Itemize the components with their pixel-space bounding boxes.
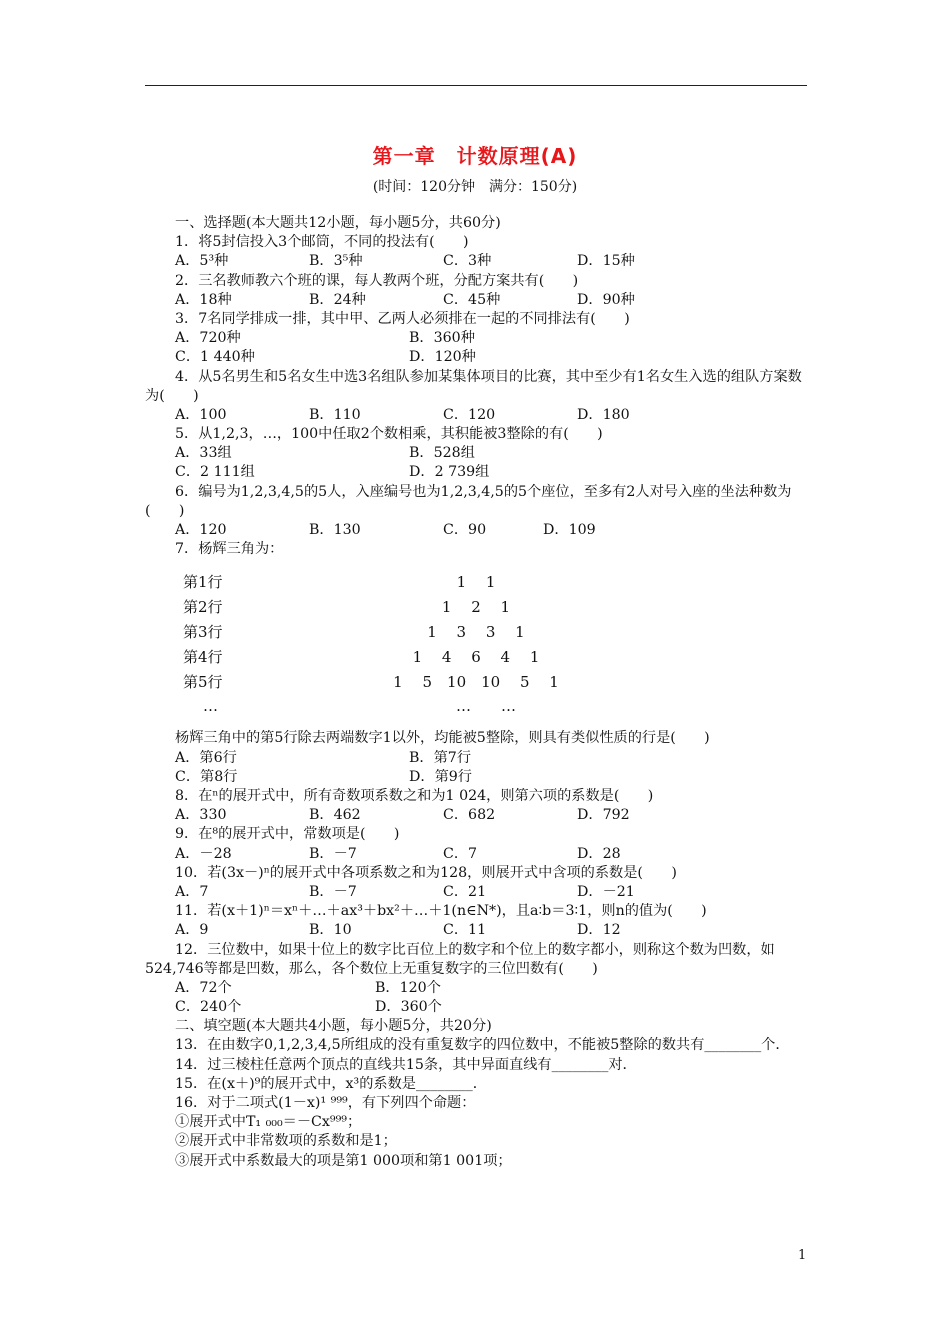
option-a: A．第6行 (175, 749, 237, 766)
page-number: 1 (798, 1248, 807, 1263)
proposition-3: ③展开式中系数最大的项是第1 000项和第1 001项； (175, 1152, 512, 1169)
option-b: B．3⁵种 (309, 253, 363, 270)
question-7-options-row2 (145, 768, 807, 787)
option-c: C．682 (443, 807, 496, 824)
question-3: 3．7名同学排成一排，其中甲、乙两人必须排在一起的不同排法有( ) (175, 310, 630, 327)
row-label: 第5行 (183, 673, 223, 692)
option-d: D．28 (577, 845, 621, 862)
question-12: 12．三位数中，如果十位上的数字比百位上的数字和个位上的数字都小，则称这个数为凹数，如524,746等都是凹数，那么，各个数位上无重复数字的三位凹数有( ) (145, 941, 775, 977)
row-numbers: 1 2 1 (441, 598, 511, 617)
option-d: D．360个 (375, 999, 442, 1016)
row-numbers: 1 5 10 10 5 1 (393, 673, 559, 692)
option-d: D．15种 (577, 253, 635, 270)
question-16: 16．对于二项式(1－x)¹ ⁹⁹⁹，有下列四个命题： (175, 1095, 476, 1112)
question-4-options (145, 406, 807, 425)
option-c: C．45种 (443, 291, 501, 308)
question-1: 1．将5封信投入3个邮筒，不同的投法有( ) (175, 234, 469, 251)
question-15: 15．在(x＋)⁹的展开式中，x³的系数是________． (175, 1075, 487, 1092)
question-7-options-row1 (145, 749, 807, 768)
option-b: B．528组 (409, 445, 475, 462)
option-d: D．－21 (577, 883, 635, 900)
option-b: B．－7 (309, 845, 357, 862)
option-a: A．720种 (175, 330, 241, 347)
row-numbers: 1 4 6 4 1 (412, 648, 540, 667)
option-c: C．90 (443, 522, 487, 539)
exam-info: (时间：120分钟 满分：150分) (372, 179, 578, 195)
question-2-options (145, 291, 807, 310)
question-5-options-row2 (145, 463, 807, 482)
option-a: A．9 (175, 922, 209, 939)
ellipsis-center: … … (455, 697, 516, 716)
option-d: D．90种 (577, 291, 635, 308)
option-b: B．第7行 (409, 749, 472, 766)
row-numbers: 1 3 3 1 (427, 623, 525, 642)
option-a: A．100 (175, 406, 227, 423)
option-b: B．120个 (375, 979, 441, 996)
yanghui-triangle (145, 573, 807, 721)
option-d: D．120种 (409, 349, 476, 366)
question-10-options (145, 883, 807, 902)
row-label: 第2行 (183, 598, 223, 617)
option-c: C．11 (443, 922, 487, 939)
section-heading-fill: 二、填空题(本大题共4小题，每小题5分，共20分) (175, 1018, 492, 1035)
chapter-title: 第一章 计数原理(A) (372, 144, 578, 168)
question-13: 13．在由数字0,1,2,3,4,5所组成的没有重复数字的四位数中，不能被5整除的数共有________个． (175, 1037, 790, 1054)
option-c: C．21 (443, 883, 487, 900)
question-3-options-row1 (145, 329, 807, 348)
option-b: B．130 (309, 522, 361, 539)
question-7: 7．杨辉三角为： (175, 541, 284, 558)
question-11: 11．若(x＋1)ⁿ＝xⁿ＋…＋ax³＋bx²＋…＋1(n∈N*)，且a∶b＝3∶1，则n的值为( ) (175, 903, 707, 920)
option-a: A．18种 (175, 291, 232, 308)
option-b: B．10 (309, 922, 352, 939)
option-c: C．240个 (175, 999, 242, 1016)
option-a: A．33组 (175, 445, 232, 462)
option-a: A．72个 (175, 979, 232, 996)
row-label: 第1行 (183, 573, 223, 592)
question-8: 8．在ⁿ的展开式中，所有奇数项系数之和为1 024，则第六项的系数是( ) (175, 788, 654, 805)
option-d: D．2 739组 (409, 464, 490, 481)
question-5: 5．从1,2,3，…，100中任取2个数相乘，其积能被3整除的有( ) (175, 426, 603, 443)
question-11-options (145, 921, 807, 940)
question-8-options (145, 806, 807, 825)
option-b: B．－7 (309, 883, 357, 900)
option-d: D．792 (577, 807, 630, 824)
option-b: B．462 (309, 807, 361, 824)
ellipsis-left: … (203, 697, 218, 716)
option-b: B．24种 (309, 291, 366, 308)
option-d: D．180 (577, 406, 630, 423)
option-a: A．－28 (175, 845, 232, 862)
question-5-options-row1 (145, 444, 807, 463)
row-numbers: 1 1 (456, 573, 496, 592)
option-a: A．7 (175, 883, 209, 900)
header-rule (145, 85, 807, 86)
question-9-options (145, 845, 807, 864)
question-14: 14．过三棱柱任意两个顶点的直线共15条，其中异面直线有________对． (175, 1056, 637, 1073)
question-2: 2．三名教师教六个班的课，每人教两个班，分配方案共有( ) (175, 272, 579, 289)
question-12-options-row1 (145, 979, 807, 998)
option-d: D．第9行 (409, 768, 472, 785)
question-10: 10．若(3x－)ⁿ的展开式中各项系数之和为128，则展开式中含项的系数是( ) (175, 864, 677, 881)
question-3-options-row2 (145, 348, 807, 367)
question-9: 9．在⁸的展开式中，常数项是( ) (175, 826, 400, 843)
question-6-options (145, 521, 807, 540)
option-c: C．3种 (443, 253, 492, 270)
option-a: A．330 (175, 807, 227, 824)
question-body (145, 214, 807, 1171)
option-d: D．109 (543, 522, 596, 539)
option-c: C．2 111组 (175, 464, 255, 481)
option-c: C．120 (443, 406, 496, 423)
question-12-options-row2 (145, 998, 807, 1017)
option-c: C．1 440种 (175, 349, 255, 366)
option-c: C．第8行 (175, 768, 238, 785)
question-6: 6．编号为1,2,3,4,5的5人，入座编号也为1,2,3,4,5的5个座位，至多有2人对号入座的坐法种数为( ) (145, 483, 792, 519)
option-b: B．110 (309, 406, 361, 423)
option-b: B．360种 (409, 330, 475, 347)
proposition-2: ②展开式中非常数项的系数和是1； (175, 1133, 397, 1150)
question-4: 4．从5名男生和5名女生中选3名组队参加某集体项目的比赛，其中至少有1名女生入选的组队方案数为( ) (145, 368, 802, 404)
option-a: A．5³种 (175, 253, 229, 270)
section-heading-choice: 一、选择题(本大题共12小题，每小题5分，共60分) (175, 215, 501, 231)
option-a: A．120 (175, 522, 227, 539)
row-label: 第3行 (183, 623, 223, 642)
proposition-1: ①展开式中T₁ ₀₀₀＝－Cx⁹⁹⁹； (175, 1114, 362, 1131)
row-label: 第4行 (183, 648, 223, 667)
question-7-stem: 杨辉三角中的第5行除去两端数字1以外，均能被5整除，则具有类似性质的行是( ) (175, 730, 710, 747)
option-d: D．12 (577, 922, 621, 939)
question-1-options (145, 252, 807, 271)
option-c: C．7 (443, 845, 478, 862)
